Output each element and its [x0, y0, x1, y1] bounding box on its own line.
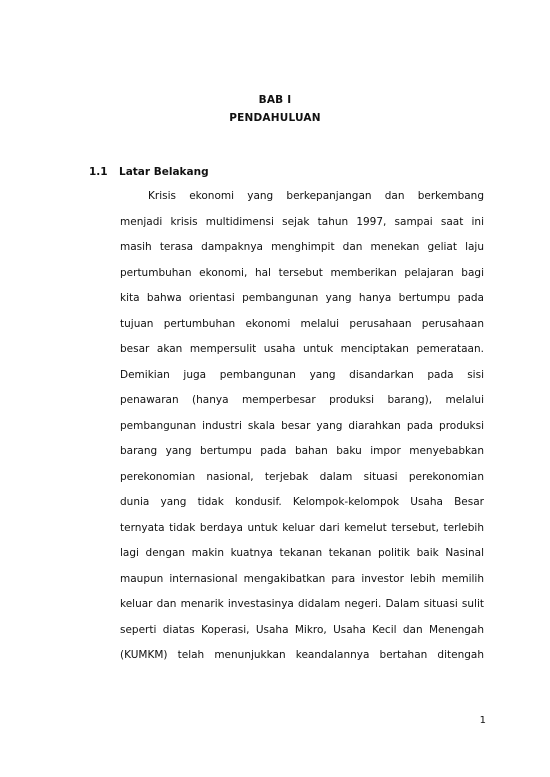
paragraph-line: dunia yang tidak kondusif. Kelompok-kelompok Usaha Besar: [120, 496, 484, 508]
section-heading: [89, 166, 209, 178]
paragraph-line: keluar dan menarik investasinya didalam negeri. Dalam situasi sulit: [120, 598, 484, 610]
section-number: 1.1: [89, 166, 108, 178]
paragraph-line: pertumbuhan ekonomi, hal tersebut memberikan pelajaran bagi: [120, 266, 484, 279]
paragraph-line: kita bahwa orientasi pembangunan yang hanya bertumpu pada: [120, 292, 484, 304]
section-title: Latar Belakang: [119, 166, 209, 178]
paragraph-line: penawaran (hanya memperbesar produksi barang), melalui: [120, 394, 484, 406]
paragraph-line: masih terasa dampaknya menghimpit dan menekan geliat laju: [120, 241, 484, 253]
chapter-number: BAB I: [258, 94, 292, 106]
paragraph-line: (KUMKM) telah menunjukkan keandalannya bertahan ditengah: [120, 649, 484, 661]
paragraph-line: seperti diatas Koperasi, Usaha Mikro, Usaha Kecil dan Menengah: [120, 623, 484, 636]
paragraph-line: pembangunan industri skala besar yang diarahkan pada produksi: [120, 419, 484, 432]
paragraph-line: lagi dengan makin kuatnya tekanan tekanan politik baik Nasinal: [120, 547, 484, 559]
page-number: 1: [479, 715, 486, 726]
paragraph-line: barang yang bertumpu pada bahan baku impor menyebabkan: [120, 445, 484, 457]
paragraph-line: besar akan mempersulit usaha untuk menciptakan pemerataan.: [120, 343, 484, 355]
paragraph-line: ternyata tidak berdaya untuk keluar dari kemelut tersebut, terlebih: [120, 521, 484, 534]
paragraph-line: maupun internasional mengakibatkan para investor lebih memilih: [120, 572, 484, 585]
paragraph-line: Krisis ekonomi yang berkepanjangan dan berkembang: [148, 190, 484, 202]
paragraph-line: Demikian juga pembangunan yang disandarkan pada sisi: [120, 368, 484, 381]
paragraph-line: tujuan pertumbuhan ekonomi melalui perusahaan perusahaan: [120, 317, 484, 330]
paragraph-line: menjadi krisis multidimensi sejak tahun 1997, sampai saat ini: [120, 215, 484, 228]
body-paragraph: [120, 189, 484, 674]
chapter-title: PENDAHULUAN: [229, 112, 321, 124]
paragraph-line: perekonomian nasional, terjebak dalam situasi perekonomian: [120, 470, 484, 483]
